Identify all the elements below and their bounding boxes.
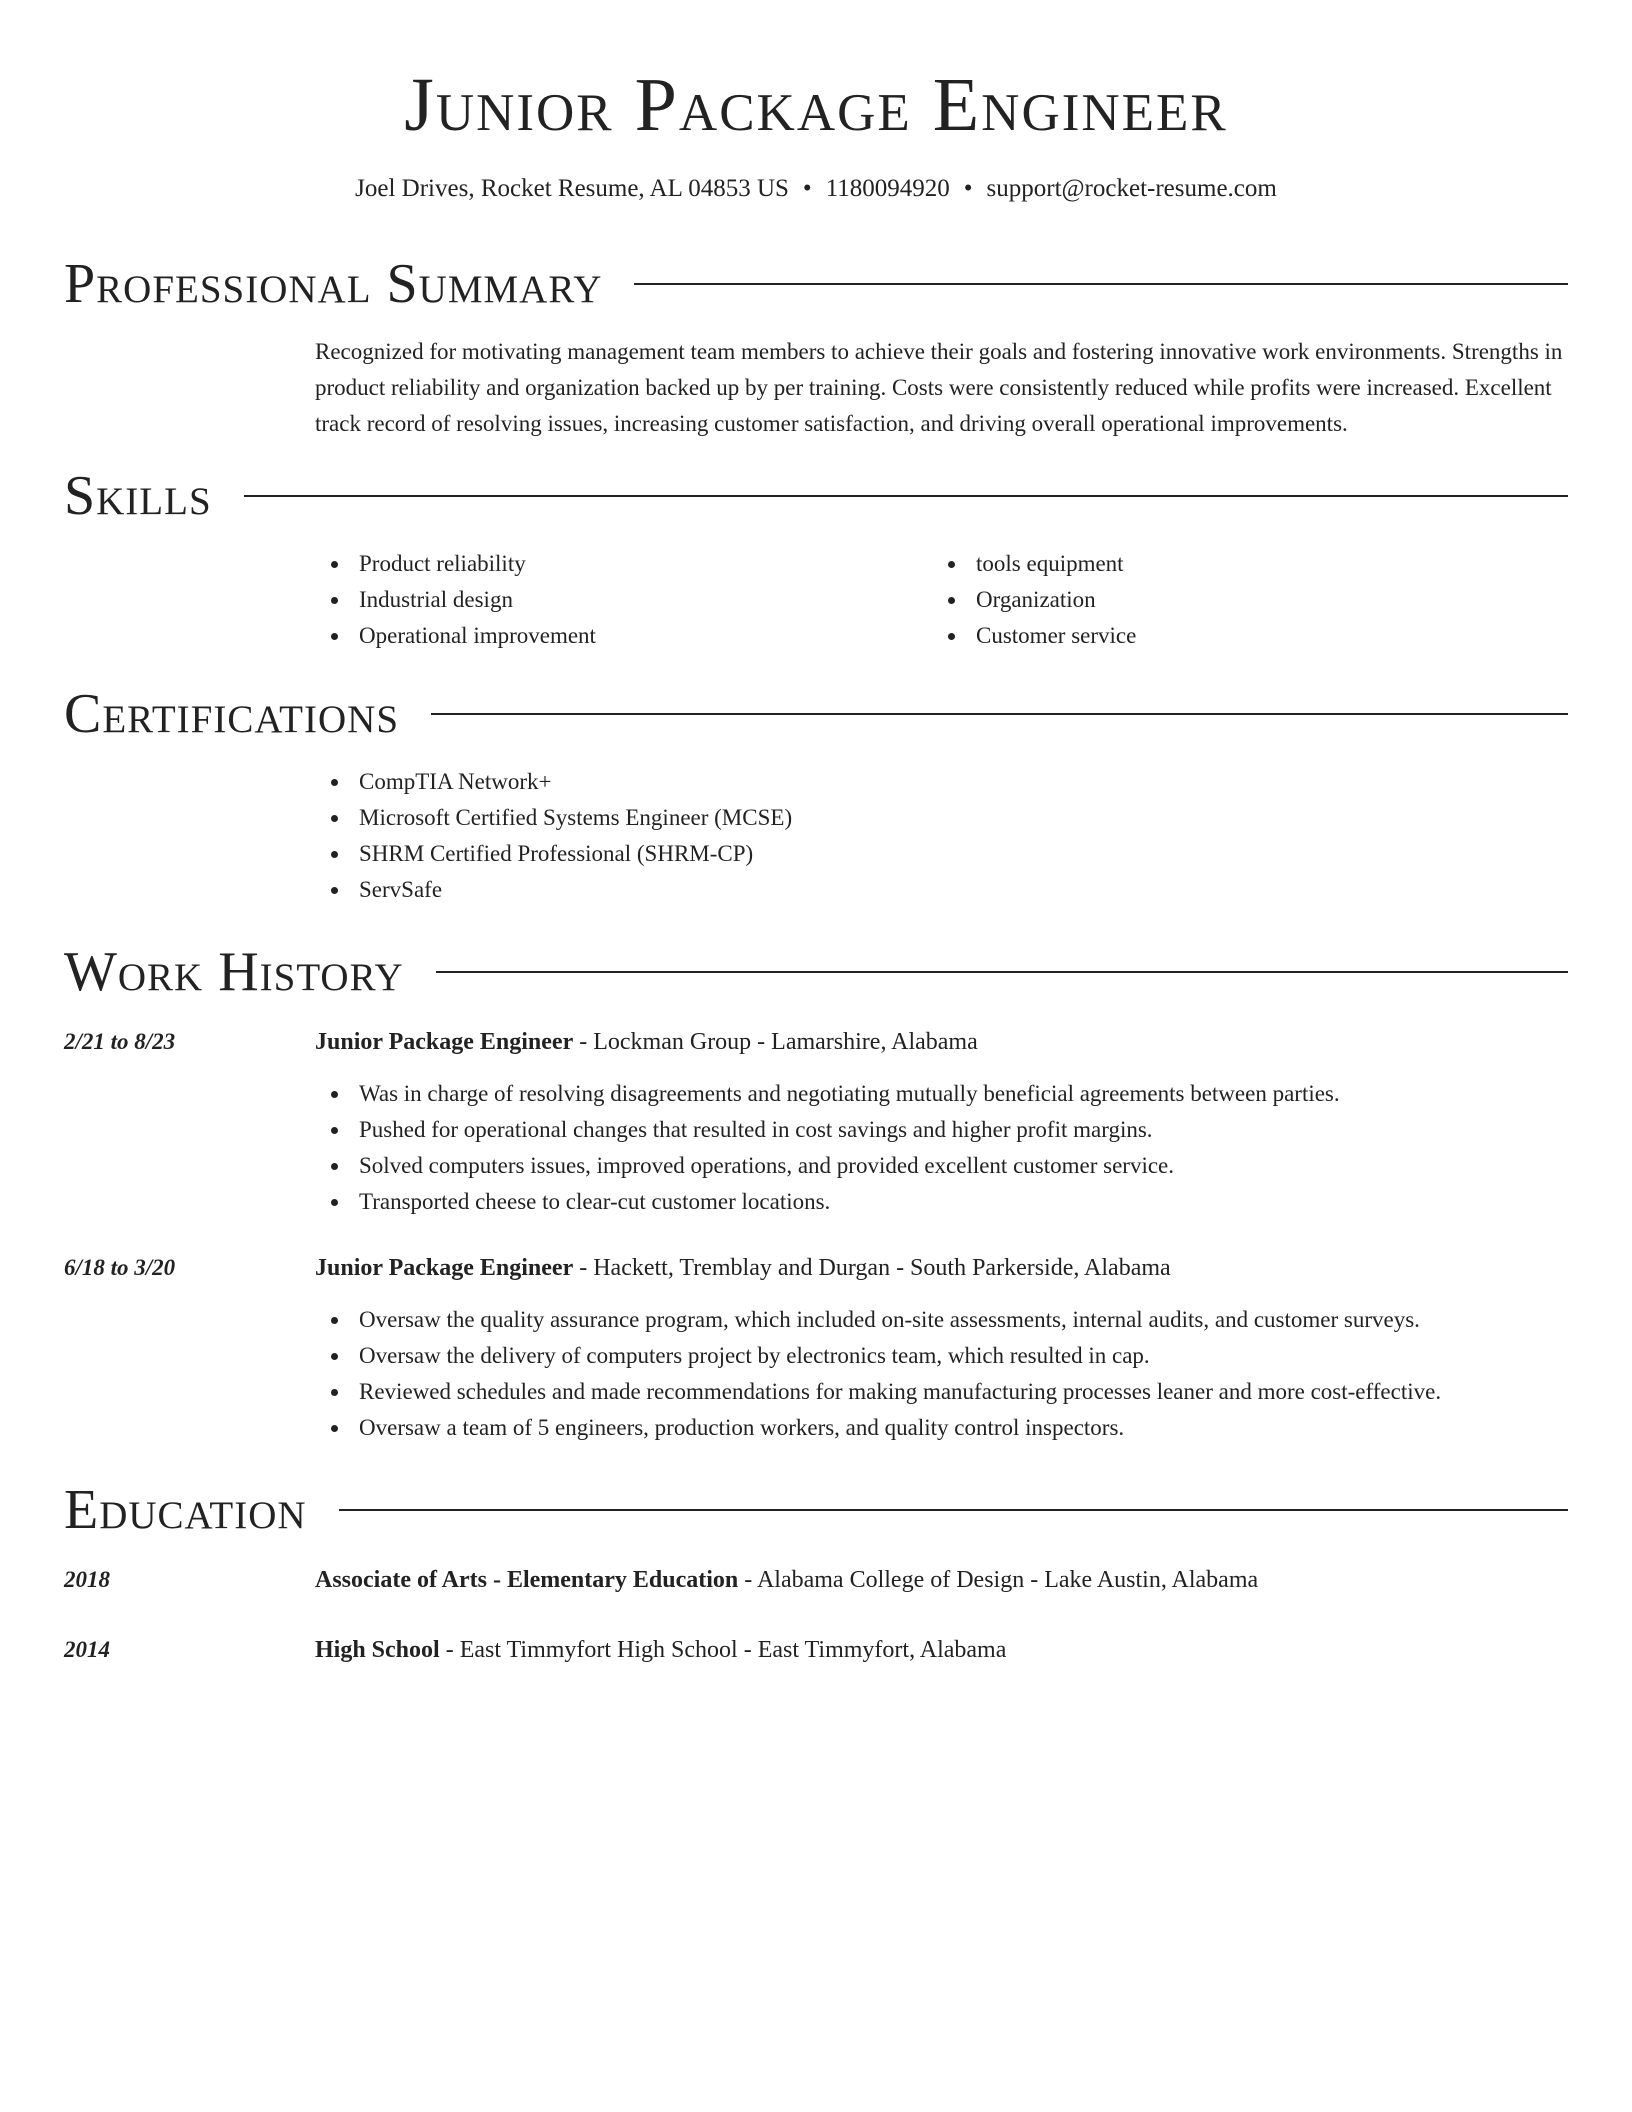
- skills-section-header: [64, 464, 1568, 528]
- skill-item: Product reliability: [315, 546, 932, 582]
- job-bullet: Was in charge of resolving disagreements and negotiating mutually beneficial agreements between parties.: [315, 1076, 1568, 1112]
- education-entry: [64, 1632, 1568, 1668]
- resume-page: [64, 0, 1568, 1668]
- job-bullet: Transported cheese to clear-cut customer locations.: [315, 1184, 1568, 1220]
- job-bullet: Oversaw a team of 5 engineers, production workers, and quality control inspectors.: [315, 1410, 1568, 1446]
- job-bullet-list: [315, 1302, 1568, 1446]
- candidate-name: Junior Package Engineer: [404, 63, 1228, 147]
- separator: •: [802, 175, 812, 202]
- skills-list: [315, 546, 1568, 654]
- job-heading: [315, 1024, 978, 1060]
- skills-column-right: [932, 546, 1549, 654]
- school-location: - Alabama College of Design - Lake Austin, Alabama: [738, 1567, 1259, 1593]
- skills-column-left: [315, 546, 932, 654]
- job-entry: [64, 1024, 1568, 1220]
- education-heading-line: [315, 1632, 1006, 1668]
- skill-item: Operational improvement: [315, 618, 932, 654]
- job-heading: [315, 1250, 1171, 1286]
- education-heading: Education: [64, 1479, 307, 1541]
- separator: •: [963, 175, 973, 202]
- education-section-header: [64, 1478, 1568, 1542]
- education-entry: [64, 1562, 1568, 1598]
- certification-item: CompTIA Network+: [315, 764, 1568, 800]
- job-bullet: Reviewed schedules and made recommendations for making manufacturing processes leaner and more cost-effective.: [315, 1374, 1568, 1410]
- job-bullet-list: [315, 1076, 1568, 1220]
- section-divider: [244, 495, 1568, 497]
- job-bullet: Pushed for operational changes that resulted in cost savings and higher profit margins.: [315, 1112, 1568, 1148]
- certification-item: SHRM Certified Professional (SHRM-CP): [315, 836, 1568, 872]
- summary-section-header: [64, 252, 1568, 316]
- education-year: 2018: [64, 1567, 110, 1592]
- phone: 1180094920: [825, 175, 950, 202]
- job-company-location: - Lockman Group - Lamarshire, Alabama: [573, 1029, 978, 1055]
- section-divider: [436, 971, 1568, 973]
- degree: Associate of Arts - Elementary Education: [315, 1567, 739, 1593]
- education-heading-line: [315, 1562, 1258, 1598]
- certifications-list: [315, 764, 1568, 908]
- section-divider: [431, 713, 1568, 715]
- school-location: - East Timmyfort High School - East Timmyfort, Alabama: [439, 1637, 1007, 1663]
- job-company-location: - Hackett, Tremblay and Durgan - South Parkerside, Alabama: [573, 1255, 1171, 1281]
- job-bullet: Oversaw the delivery of computers project by electronics team, which resulted in cap.: [315, 1338, 1568, 1374]
- summary-text: Recognized for motivating management team members to achieve their goals and fostering innovative work environments. Strengths in product reliability and organization backed up by per training. Costs were consistently reduced while profits were increased. Excellent track record of resolving issues, increasing customer satisfaction, and driving overall operational improvements.: [315, 339, 1563, 436]
- section-divider: [634, 283, 1568, 285]
- skill-item: Customer service: [932, 618, 1549, 654]
- address: Joel Drives, Rocket Resume, AL 04853 US: [355, 175, 789, 202]
- skill-item: tools equipment: [932, 546, 1549, 582]
- email: support@rocket-resume.com: [986, 175, 1277, 202]
- certifications-heading: Certifications: [64, 683, 400, 745]
- job-dates: 2/21 to 8/23: [64, 1029, 176, 1054]
- certification-item: ServSafe: [315, 872, 1568, 908]
- skill-item: Industrial design: [315, 582, 932, 618]
- section-divider: [339, 1509, 1568, 1511]
- skills-heading: Skills: [64, 465, 212, 527]
- skill-item: Organization: [932, 582, 1549, 618]
- contact-line: [64, 174, 1568, 204]
- job-dates: 6/18 to 3/20: [64, 1255, 176, 1280]
- summary-heading: Professional Summary: [64, 253, 603, 315]
- certification-item: Microsoft Certified Systems Engineer (MCSE): [315, 800, 1568, 836]
- job-title: Junior Package Engineer: [315, 1029, 574, 1055]
- job-bullet: Oversaw the quality assurance program, which included on-site assessments, internal audits, and customer surveys.: [315, 1302, 1568, 1338]
- work-history-section-header: [64, 940, 1568, 1004]
- job-entry: [64, 1250, 1568, 1446]
- job-title: Junior Package Engineer: [315, 1255, 574, 1281]
- degree: High School: [315, 1637, 440, 1663]
- job-bullet: Solved computers issues, improved operations, and provided excellent customer service.: [315, 1148, 1568, 1184]
- education-year: 2014: [64, 1637, 110, 1662]
- certifications-section-header: [64, 682, 1568, 746]
- work-history-heading: Work History: [64, 941, 404, 1003]
